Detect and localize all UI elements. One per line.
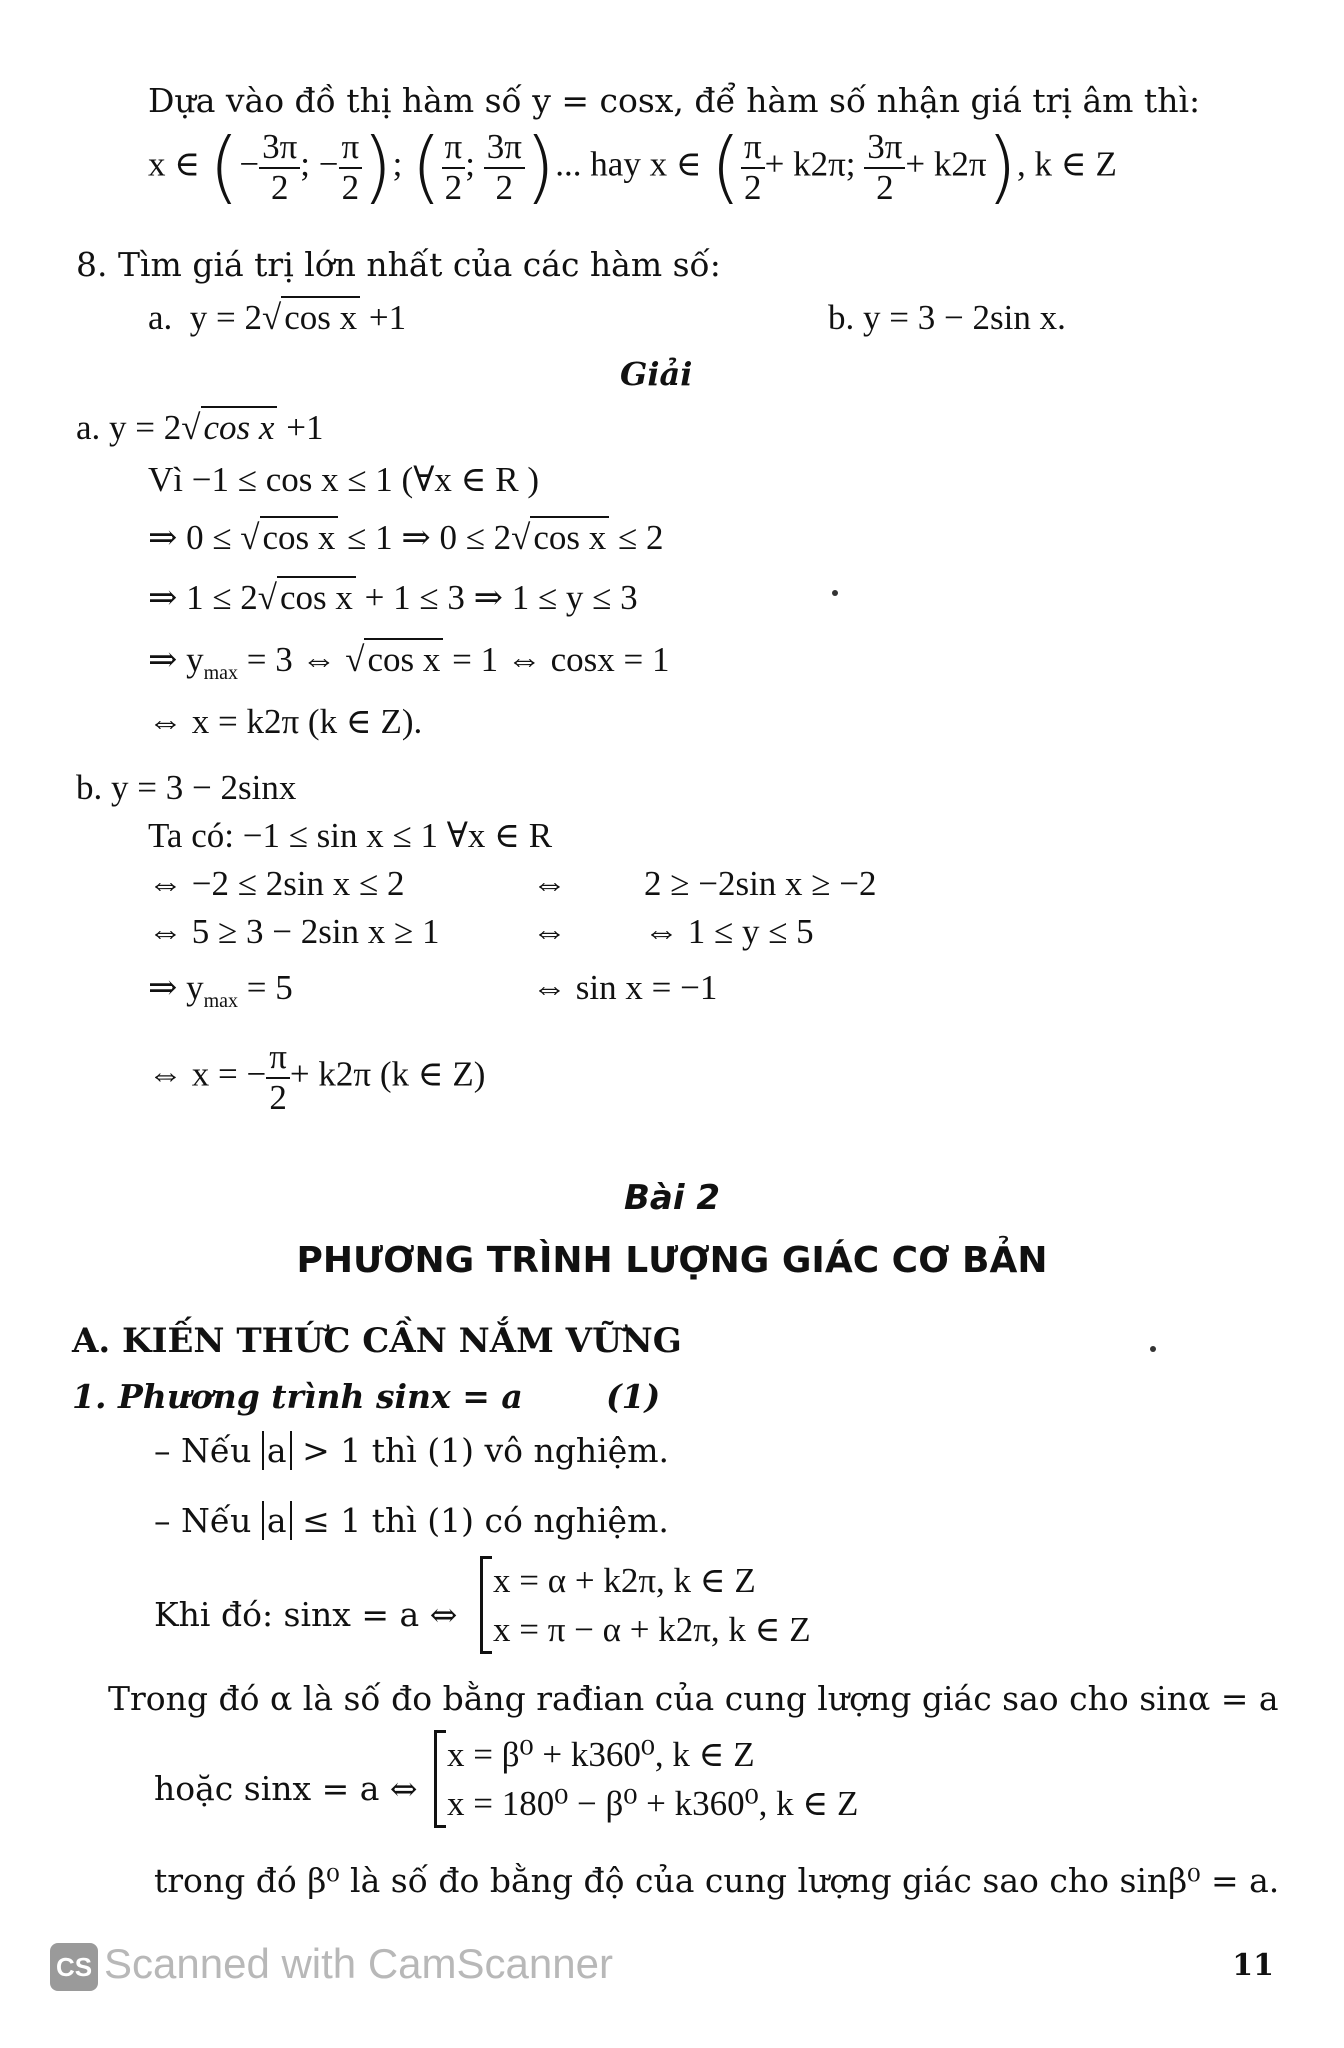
solution-a-line-3: ⇒ 1 ≤ 2√cos x + 1 ≤ 3 ⇒ 1 ≤ y ≤ 3: [148, 578, 638, 617]
lesson-number: Bài 2: [623, 1178, 720, 1218]
solution-b-line-2-right: 2 ≥ −2sin x ≥ −2: [644, 864, 877, 903]
solution-a-line-5: ⇔ x = k2π (k ∈ Z).: [148, 702, 423, 741]
subsection-1-ref: (1): [606, 1377, 661, 1416]
exercise-8-part-a: a. y = 2√cos x +1: [148, 298, 407, 337]
solution-heading: Giải: [620, 355, 693, 393]
solution-b-line-4-right: ⇔ sin x = −1: [532, 968, 718, 1007]
hoac-text: hoặc sinx = a ⇔: [154, 1769, 418, 1808]
solution-b-line-4: ⇒ $y_{max} = 5$: [148, 968, 293, 1012]
solution-b-line-3-right: ⇔ 1 ≤ y ≤ 5: [644, 912, 814, 951]
solution-b-line-3-left: ⇔ 5 ≥ 3 − 2sin x ≥ 1: [148, 912, 440, 951]
solution-b-line-2-mid: ⇔: [532, 864, 567, 903]
solution-a-line-4: ⇒ $y_{max} = 3$ ⇔ √cos x = 1 ⇔ cosx = 1: [148, 640, 670, 684]
interval-line: x ∈ (− $\frac{3\pi}{2}$ ; − $\frac{\pi}{2}$ ); ( $\frac{\pi}{2}$ ; $\frac{3\pi}{2}$ )... hay x ∈ ( $\frac{\pi}{2}$ + k2π; $\frac{3\pi}{2}$ + k2π), k ∈ Z: [148, 122, 1117, 213]
solution-a-line-1: Vì −1 ≤ cos x ≤ 1 (∀x ∈ R ): [148, 460, 539, 499]
camscanner-logo-icon: CS: [50, 1943, 98, 1991]
page-number: 11: [1232, 1948, 1274, 1983]
solution-b-line-2-left: ⇔ −2 ≤ 2sin x ≤ 2: [148, 864, 405, 903]
solution-a-label: a. y = 2√cos x +1: [76, 408, 324, 447]
lesson-title: PHƯƠNG TRÌNH LƯỢNG GIÁC CƠ BẢN: [296, 1240, 1048, 1281]
exercise-8-title: 8. Tìm giá trị lớn nhất của các hàm số:: [76, 245, 721, 284]
solution-a-line-2: ⇒ 0 ≤ √cos x ≤ 1 ⇒ 0 ≤ 2√cos x ≤ 2: [148, 518, 664, 557]
scan-speck: [1150, 1346, 1156, 1352]
intro-text: Dựa vào đồ thị hàm số y = cosx, để hàm số nhận giá trị âm thì:: [148, 81, 1201, 120]
solution-b-label: b. y = 3 − 2sinx: [76, 768, 297, 807]
degree-explanation: trong đó β⁰ là số đo bằng độ của cung lượng giác sao cho sinβ⁰ = a.: [154, 1861, 1280, 1900]
subsection-1-heading: 1. Phương trình sinx = a: [72, 1377, 523, 1416]
solution-system-radian: x = α + k2π, k ∈ Z x = π − α + k2π, k ∈ Z: [480, 1556, 811, 1654]
scan-speck: [832, 590, 838, 596]
radian-explanation: Trong đó α là số đo bằng rađian của cung lượng giác sao cho sinα = a: [108, 1679, 1279, 1718]
solution-b-line-5: ⇔ x = − $\frac{\pi}{2}$ + k2π (k ∈ Z): [148, 1037, 486, 1117]
khi-do-text: Khi đó: sinx = a ⇔: [154, 1595, 458, 1634]
solution-system-degree: x = β⁰ + k360⁰, k ∈ Z x = 180⁰ − β⁰ + k360⁰, k ∈ Z: [434, 1730, 858, 1828]
camscanner-watermark: CS Scanned with CamScanner: [50, 1940, 613, 1991]
case-2: – Nếu a ≤ 1 thì (1) có nghiệm.: [154, 1501, 669, 1540]
solution-b-line-1: Ta có: −1 ≤ sin x ≤ 1 ∀x ∈ R: [148, 816, 553, 855]
exercise-8-part-b: b. y = 3 − 2sin x.: [828, 298, 1066, 337]
solution-b-line-3-mid: ⇔: [532, 912, 567, 951]
case-1: – Nếu a > 1 thì (1) vô nghiệm.: [154, 1431, 670, 1470]
section-a-heading: A. KIẾN THỨC CẦN NẮM VỮNG: [72, 1321, 682, 1361]
